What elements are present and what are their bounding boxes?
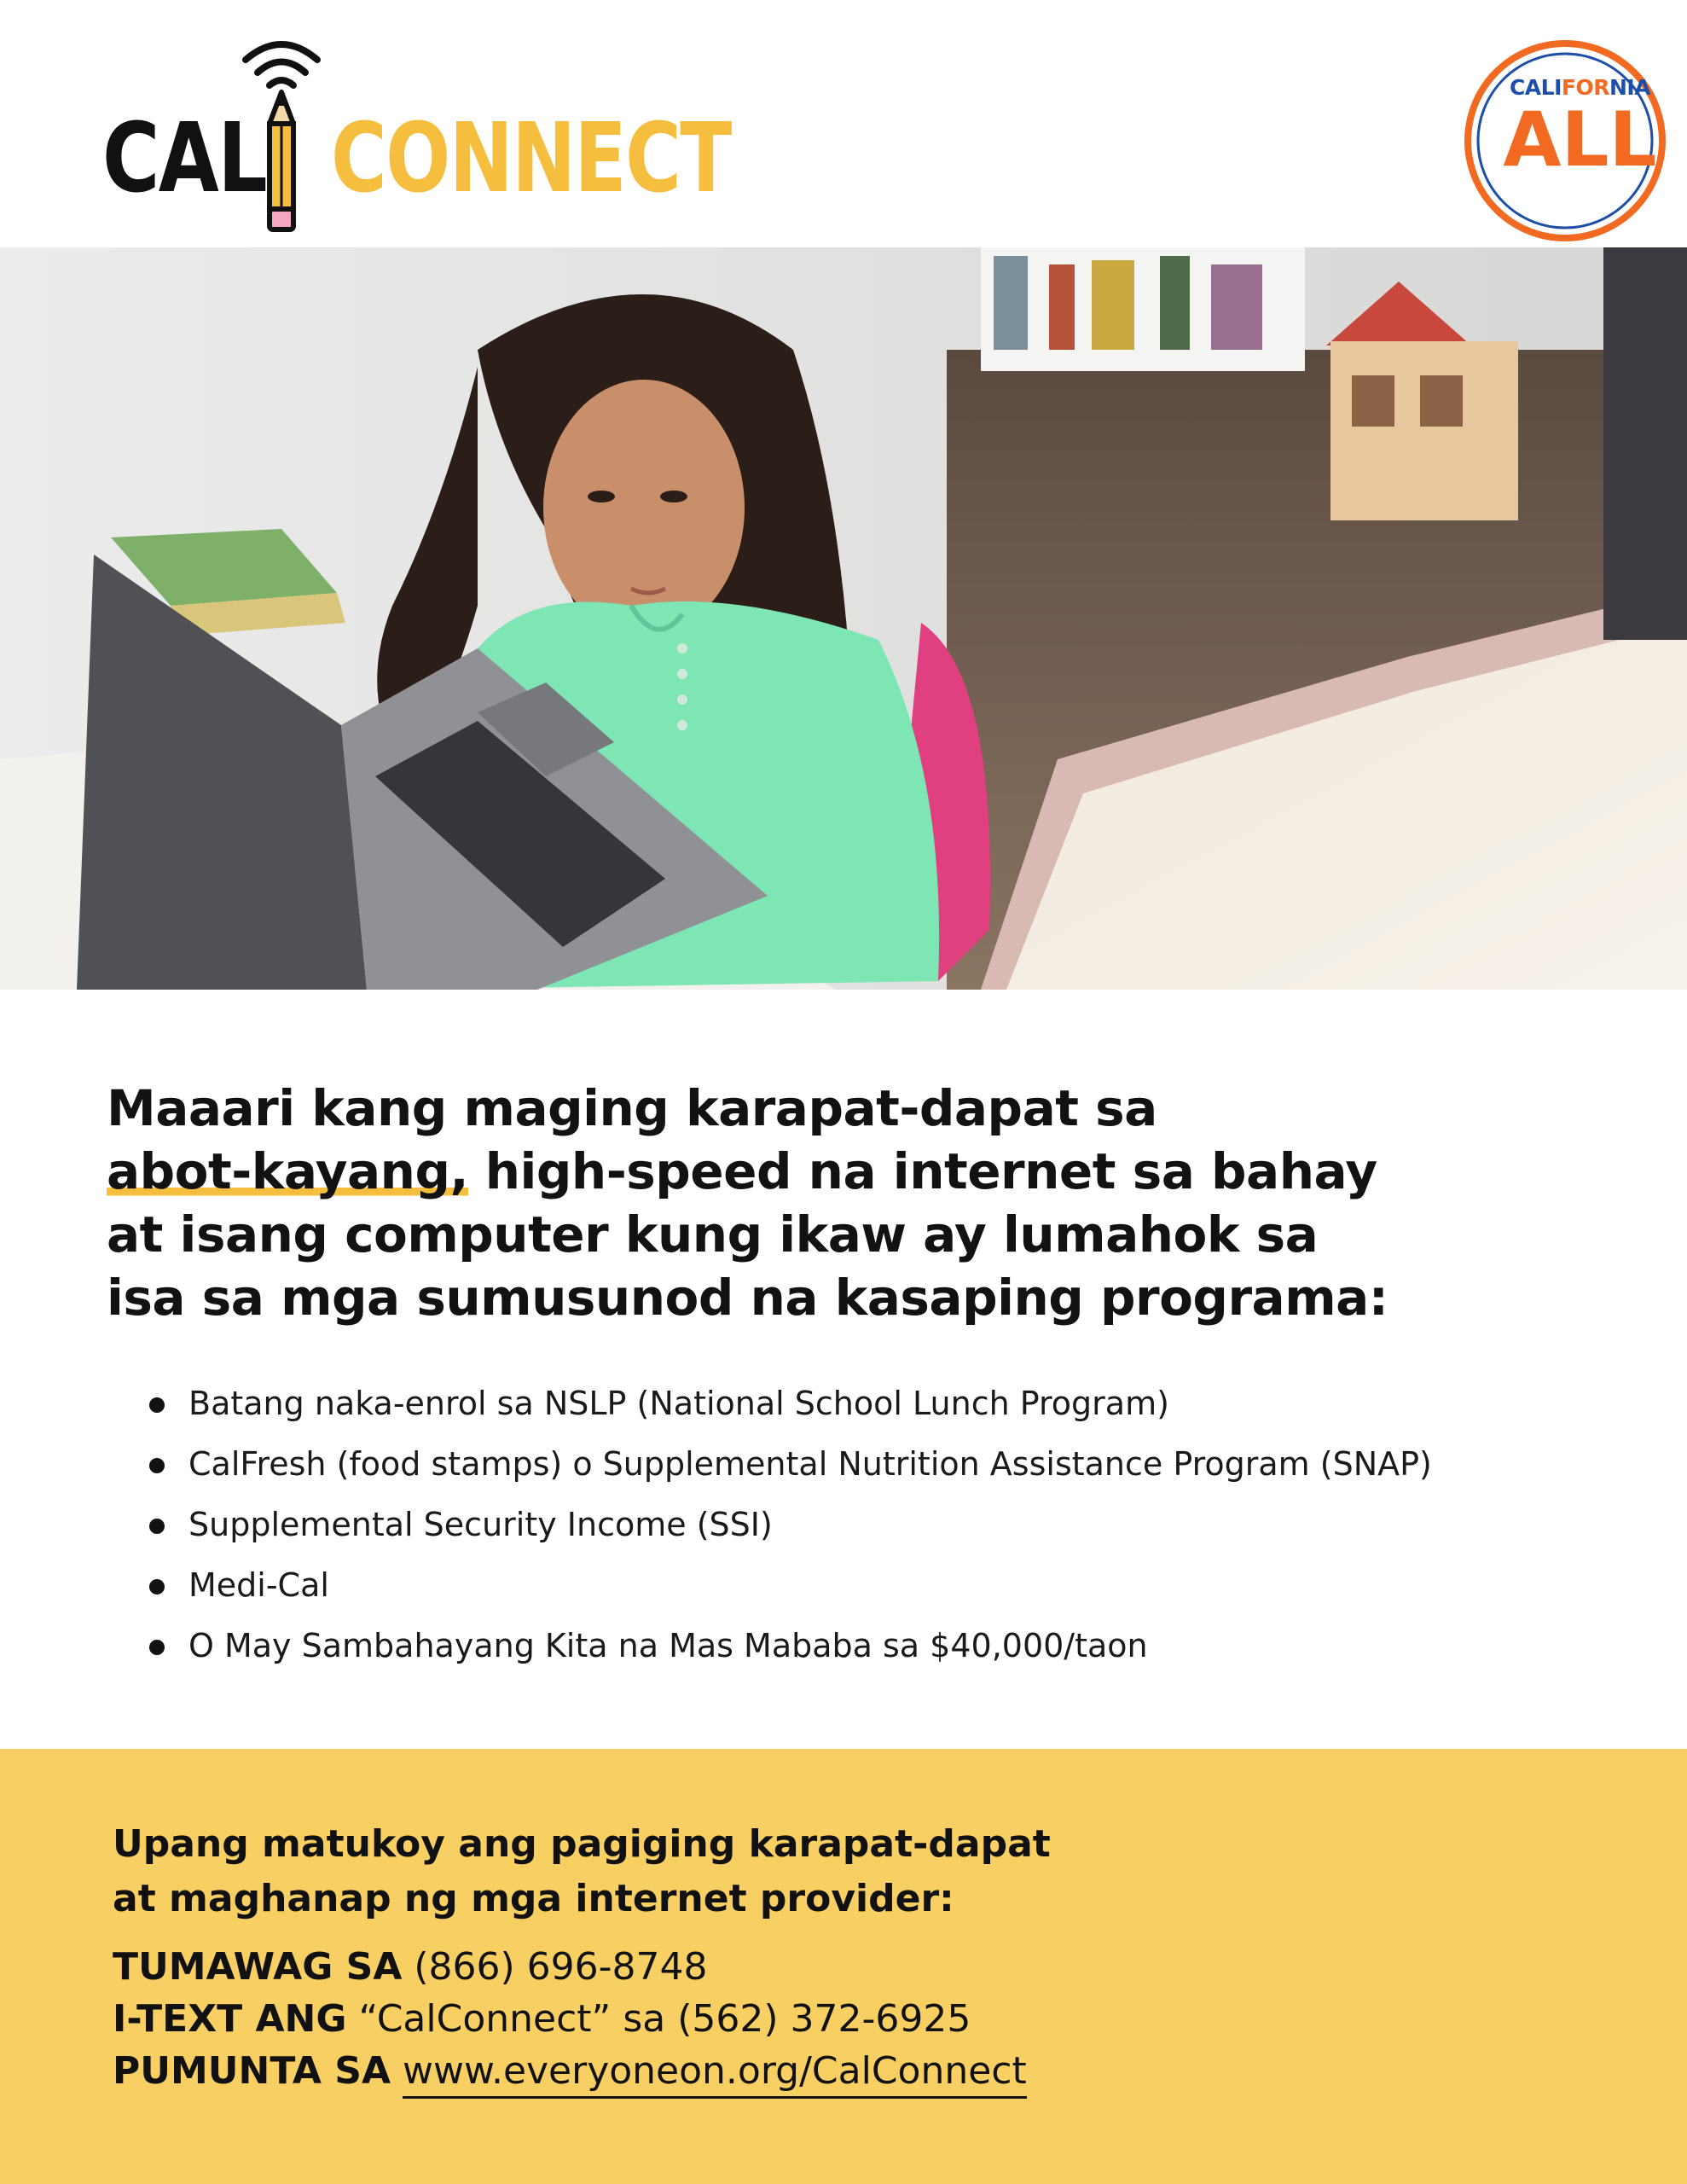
bullet-dot-icon <box>149 1519 165 1534</box>
contact-panel <box>0 1749 1687 2184</box>
program-item-calfresh: CalFresh (food stamps) o Supplemental Nutrition Assistance Program (SNAP) <box>149 1434 1667 1495</box>
header <box>0 0 1687 247</box>
program-item-ssi: Supplemental Security Income (SSI) <box>149 1495 1667 1555</box>
calconnect-logo-connect: CONNECT <box>331 103 731 214</box>
photo-illustration <box>0 247 1687 990</box>
badge-california-text: CALIFORNIA <box>1509 75 1651 100</box>
program-list <box>149 1374 1667 1676</box>
pencil-wifi-icon <box>239 34 324 235</box>
hero-photo-girl-using-laptop <box>0 247 1687 990</box>
call-line[interactable]: TUMAWAG SA (866) 696-8748 <box>113 1945 708 1989</box>
headline-line-2: abot-kayang, high-speed na internet sa bahay <box>107 1142 1377 1200</box>
headline-line-4: isa sa mga sumusunod na kasaping programa: <box>107 1269 1388 1327</box>
program-item-medi-cal: Medi-Cal <box>149 1555 1667 1616</box>
bullet-dot-icon <box>149 1579 165 1594</box>
visit-line: PUMUNTA SA www.everyoneon.org/CalConnect <box>113 2045 1392 2097</box>
bullet-dot-icon <box>149 1397 165 1413</box>
text-line[interactable]: I-TEXT ANG “CalConnect” sa (562) 372-6925 <box>113 1997 971 2041</box>
badge-all-text: ALL <box>1503 96 1657 183</box>
program-item-income: O May Sambahayang Kita na Mas Mababa sa $40,000/taon <box>149 1616 1667 1676</box>
contact-panel-intro: Upang matukoy ang pagiging karapat-dapat at maghanap ng mga internet provider: <box>113 1822 1051 1920</box>
calconnect-logo-cal: CAL <box>102 103 267 214</box>
headline <box>107 1077 1557 1329</box>
bullet-dot-icon <box>149 1458 165 1473</box>
contact-lines <box>113 1941 1392 2097</box>
headline-line-3: at isang computer kung ikaw ay lumahok sa <box>107 1205 1319 1263</box>
bullet-dot-icon <box>149 1640 165 1655</box>
headline-line-1: Maaari kang maging karapat-dapat sa <box>107 1079 1157 1137</box>
everyoneon-link[interactable]: www.everyoneon.org/CalConnect <box>403 2049 1027 2099</box>
program-item-nslp: Batang naka-enrol sa NSLP (National School Lunch Program) <box>149 1374 1667 1434</box>
headline-highlight: abot-kayang, <box>107 1142 469 1200</box>
